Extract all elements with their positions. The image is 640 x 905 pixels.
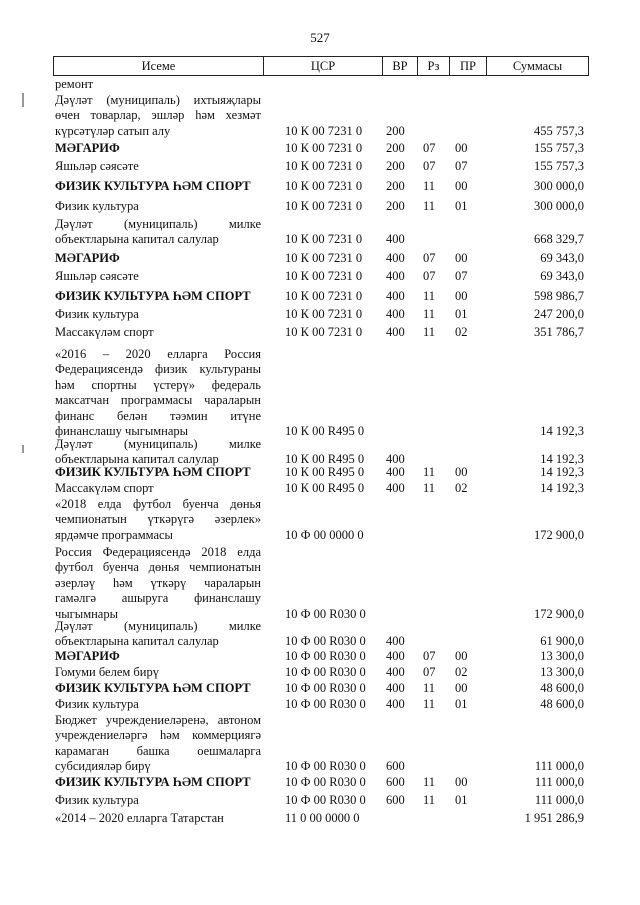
row-name bbox=[55, 93, 261, 139]
row-pr: 00 bbox=[455, 251, 468, 265]
row-rz: 07 bbox=[423, 665, 436, 679]
row-vr: 400 bbox=[386, 634, 405, 649]
row-vr: 200 bbox=[386, 141, 405, 155]
row-pr: 02 bbox=[455, 665, 468, 679]
row-rz: 11 bbox=[423, 775, 436, 789]
row-pr: 00 bbox=[455, 465, 468, 479]
header-sum: Суммасы bbox=[486, 57, 588, 75]
row-sum: 455 757,3 bbox=[534, 123, 584, 138]
row-csr: 10 К 00 7231 0 bbox=[285, 251, 363, 265]
row-sum: 69 343,0 bbox=[540, 269, 584, 283]
row-name-line: һәм спортны үстерү» федераль bbox=[55, 377, 261, 392]
page-number: 527 bbox=[310, 30, 330, 45]
row-name bbox=[55, 217, 261, 248]
row-csr: 10 Ф 00 R030 0 bbox=[285, 649, 366, 663]
row-name bbox=[55, 289, 261, 304]
row-csr: 10 К 00 R495 0 bbox=[285, 465, 365, 479]
row-rz: 11 bbox=[423, 481, 436, 495]
row-rz: 07 bbox=[423, 159, 436, 173]
row-name-line: субсидияләр бирү bbox=[55, 759, 151, 774]
row-sum: 111 000,0 bbox=[534, 793, 584, 807]
row-name-line: МӘГАРИФ bbox=[55, 649, 120, 663]
row-name bbox=[55, 497, 261, 543]
row-name-line: футбол буенча дөнья чемпионатын bbox=[55, 560, 261, 575]
row-name-line: Дәүләт (муниципаль) милке bbox=[55, 437, 261, 451]
row-name-line: әзерләү һәм үткәрү чараларын bbox=[55, 575, 261, 590]
row-pr: 01 bbox=[455, 199, 468, 213]
row-name bbox=[55, 269, 261, 284]
header-rz: Рз bbox=[417, 57, 449, 75]
row-csr: 10 К 00 R495 0 bbox=[285, 481, 365, 495]
row-csr: 10 Ф 00 R030 0 bbox=[285, 665, 366, 679]
row-rz: 07 bbox=[423, 649, 436, 663]
row-csr: 10 К 00 7231 0 bbox=[285, 179, 363, 193]
row-vr: 400 bbox=[386, 465, 405, 479]
row-name bbox=[55, 307, 261, 322]
row-sum: 14 192,3 bbox=[540, 424, 584, 438]
row-csr: 10 Ф 00 R030 0 bbox=[285, 697, 366, 711]
row-csr: 10 К 00 7231 0 bbox=[285, 123, 363, 138]
row-name bbox=[55, 77, 261, 92]
row-name bbox=[55, 437, 261, 468]
row-vr: 400 bbox=[386, 481, 405, 495]
row-pr: 00 bbox=[455, 179, 468, 193]
row-vr: 400 bbox=[386, 269, 405, 283]
row-name-line: өчен товарлар, эшләр һәм хезмәт bbox=[55, 108, 261, 123]
row-name-line: ФИЗИК КУЛЬТУРА ҺӘМ СПОРТ bbox=[55, 289, 251, 303]
row-name-line: финанслашу чыгымнары bbox=[55, 424, 189, 439]
row-sum: 668 329,7 bbox=[534, 232, 584, 247]
row-name-line: Физик культура bbox=[55, 199, 139, 213]
row-csr: 10 К 00 7231 0 bbox=[285, 199, 363, 213]
row-name-line: Массакүләм спорт bbox=[55, 481, 154, 495]
row-name-line: Массакүләм спорт bbox=[55, 325, 154, 339]
row-name-line: ФИЗИК КУЛЬТУРА ҺӘМ СПОРТ bbox=[55, 775, 251, 789]
row-csr: 10 К 00 7231 0 bbox=[285, 289, 363, 303]
row-vr: 200 bbox=[386, 179, 405, 193]
row-name-line: МӘГАРИФ bbox=[55, 141, 120, 155]
row-pr: 00 bbox=[455, 649, 468, 663]
scan-mark bbox=[22, 445, 24, 453]
row-sum: 300 000,0 bbox=[534, 179, 584, 193]
row-csr: 10 К 00 7231 0 bbox=[285, 232, 363, 247]
row-vr: 400 bbox=[386, 289, 405, 303]
row-vr: 400 bbox=[386, 681, 405, 695]
row-vr: 200 bbox=[386, 123, 405, 138]
row-name-line: Россия Федерациясендә 2018 елда bbox=[55, 545, 261, 559]
row-name bbox=[55, 159, 261, 174]
row-sum: 61 900,0 bbox=[540, 634, 584, 649]
row-csr: 10 К 00 7231 0 bbox=[285, 159, 363, 173]
row-sum: 155 757,3 bbox=[534, 159, 584, 173]
row-sum: 69 343,0 bbox=[540, 251, 584, 265]
row-pr: 02 bbox=[455, 325, 468, 339]
row-name-line: Бюджет учреждениеләренә, автоном bbox=[55, 713, 261, 727]
row-csr: 10 К 00 7231 0 bbox=[285, 141, 363, 155]
row-name-line: МӘГАРИФ bbox=[55, 251, 120, 265]
row-csr: 10 Ф 00 R030 0 bbox=[285, 606, 366, 621]
row-sum: 48 600,0 bbox=[540, 681, 584, 695]
row-sum: 172 900,0 bbox=[534, 527, 584, 542]
row-pr: 01 bbox=[455, 697, 468, 711]
row-name-line: Яшьләр сәясәте bbox=[55, 159, 139, 173]
row-csr: 10 К 00 R495 0 bbox=[285, 452, 365, 467]
table-header bbox=[53, 56, 589, 76]
row-pr: 07 bbox=[455, 159, 468, 173]
row-rz: 11 bbox=[423, 793, 436, 807]
row-csr: 10 Ф 00 R030 0 bbox=[285, 681, 366, 695]
row-vr: 400 bbox=[386, 232, 405, 247]
row-pr: 00 bbox=[455, 289, 468, 303]
row-vr: 400 bbox=[386, 665, 405, 679]
header-name: Исеме bbox=[53, 57, 263, 75]
row-csr: 10 К 00 7231 0 bbox=[285, 307, 363, 321]
row-rz: 11 bbox=[423, 325, 436, 339]
row-sum: 172 900,0 bbox=[534, 606, 584, 621]
row-name bbox=[55, 681, 261, 696]
row-name-line: объектларына капитал салулар bbox=[55, 634, 219, 649]
row-name-line: Физик культура bbox=[55, 697, 139, 711]
row-csr: 10 К 00 7231 0 bbox=[285, 325, 363, 339]
row-csr: 10 Ф 00 R030 0 bbox=[285, 634, 366, 649]
row-name-line: ФИЗИК КУЛЬТУРА ҺӘМ СПОРТ bbox=[55, 681, 251, 695]
row-vr: 600 bbox=[386, 775, 405, 789]
row-rz: 11 bbox=[423, 307, 436, 321]
row-name-line: Яшьләр сәясәте bbox=[55, 269, 139, 283]
row-name bbox=[55, 347, 261, 439]
row-sum: 48 600,0 bbox=[540, 697, 584, 711]
row-name bbox=[55, 665, 261, 680]
row-vr: 400 bbox=[386, 697, 405, 711]
row-name-line: күрсәтүләр сатып алу bbox=[55, 123, 171, 138]
row-name-line: Физик культура bbox=[55, 793, 139, 807]
row-csr: 10 Ф 00 R030 0 bbox=[285, 793, 366, 807]
row-sum: 111 000,0 bbox=[534, 759, 584, 774]
row-name-line: объектларына капитал салулар bbox=[55, 232, 219, 247]
row-name-line: ФИЗИК КУЛЬТУРА ҺӘМ СПОРТ bbox=[55, 465, 251, 479]
header-vr: ВР bbox=[382, 57, 417, 75]
row-sum: 14 192,3 bbox=[540, 452, 584, 467]
row-name bbox=[55, 465, 261, 480]
row-rz: 11 bbox=[423, 289, 436, 303]
row-vr: 400 bbox=[386, 452, 405, 467]
row-name bbox=[55, 481, 261, 496]
row-sum: 111 000,0 bbox=[534, 775, 584, 789]
header-pr: ПР bbox=[449, 57, 486, 75]
row-name bbox=[55, 811, 261, 826]
row-name bbox=[55, 619, 261, 650]
row-vr: 400 bbox=[386, 649, 405, 663]
row-sum: 300 000,0 bbox=[534, 199, 584, 213]
row-name-line: чемпионатын үткәрүгә әзерлек» bbox=[55, 512, 261, 527]
row-csr: 11 0 00 0000 0 bbox=[285, 811, 360, 825]
row-name bbox=[55, 697, 261, 712]
row-name bbox=[55, 325, 261, 340]
row-rz: 07 bbox=[423, 141, 436, 155]
row-csr: 10 Ф 00 R030 0 bbox=[285, 759, 366, 774]
row-rz: 11 bbox=[423, 681, 436, 695]
row-name-line: чыгымнары bbox=[55, 606, 119, 621]
row-name bbox=[55, 179, 261, 194]
row-name-line: Дәүләт (муниципаль) милке bbox=[55, 217, 261, 231]
row-name-line: максатчан программасы чараларын bbox=[55, 393, 261, 408]
row-csr: 10 Ф 00 0000 0 bbox=[285, 527, 364, 542]
row-name-line: Гомуми белем бирү bbox=[55, 665, 159, 679]
row-name-line: ремонт bbox=[55, 77, 94, 91]
row-pr: 01 bbox=[455, 793, 468, 807]
row-rz: 07 bbox=[423, 251, 436, 265]
row-vr: 200 bbox=[386, 159, 405, 173]
row-csr: 10 К 00 7231 0 bbox=[285, 269, 363, 283]
row-pr: 00 bbox=[455, 681, 468, 695]
row-vr: 400 bbox=[386, 251, 405, 265]
row-pr: 00 bbox=[455, 141, 468, 155]
row-name bbox=[55, 199, 261, 214]
row-name-line: «2016 – 2020 елларга Россия bbox=[55, 347, 261, 361]
row-sum: 247 200,0 bbox=[534, 307, 584, 321]
row-rz: 11 bbox=[423, 697, 436, 711]
row-name-line: объектларына капитал салулар bbox=[55, 452, 219, 467]
row-vr: 200 bbox=[386, 199, 405, 213]
row-name bbox=[55, 649, 261, 664]
row-name-line: финанс белән тәэмин итүне bbox=[55, 408, 261, 423]
row-csr: 10 К 00 R495 0 bbox=[285, 424, 365, 438]
row-rz: 11 bbox=[423, 179, 436, 193]
row-name-line: Дәүләт (муниципаль) милке bbox=[55, 619, 261, 633]
row-name-line: Физик культура bbox=[55, 307, 139, 321]
row-sum: 351 786,7 bbox=[534, 325, 584, 339]
row-rz: 07 bbox=[423, 269, 436, 283]
row-rz: 11 bbox=[423, 199, 436, 213]
row-vr: 600 bbox=[386, 759, 405, 774]
row-sum: 13 300,0 bbox=[540, 649, 584, 663]
row-name bbox=[55, 545, 261, 622]
scan-mark bbox=[22, 93, 24, 107]
row-sum: 155 757,3 bbox=[534, 141, 584, 155]
row-pr: 00 bbox=[455, 775, 468, 789]
row-name bbox=[55, 141, 261, 156]
row-name bbox=[55, 775, 261, 790]
row-name-line: ярдәмче программасы bbox=[55, 527, 173, 542]
row-name-line: «2018 елда футбол буенча дөнья bbox=[55, 497, 261, 511]
row-sum: 13 300,0 bbox=[540, 665, 584, 679]
row-name-line: «2014 – 2020 елларга Татарстан bbox=[55, 811, 224, 825]
row-name-line: гамәлгә ашыруга финанслашу bbox=[55, 591, 261, 606]
row-vr: 400 bbox=[386, 325, 405, 339]
row-name bbox=[55, 713, 261, 775]
row-sum: 598 986,7 bbox=[534, 289, 584, 303]
row-name bbox=[55, 793, 261, 808]
row-name bbox=[55, 251, 261, 266]
row-pr: 02 bbox=[455, 481, 468, 495]
row-sum: 1 951 286,9 bbox=[524, 811, 584, 825]
row-name-line: карамаган башка оешмаларга bbox=[55, 743, 261, 758]
row-sum: 14 192,3 bbox=[540, 465, 584, 479]
row-name-line: учреждениеләргә һәм коммерциягә bbox=[55, 728, 261, 743]
row-rz: 11 bbox=[423, 465, 436, 479]
row-pr: 01 bbox=[455, 307, 468, 321]
row-sum: 14 192,3 bbox=[540, 481, 584, 495]
row-name-line: Дәүләт (муниципаль) ихтыяҗлары bbox=[55, 93, 261, 107]
row-csr: 10 Ф 00 R030 0 bbox=[285, 775, 366, 789]
row-vr: 600 bbox=[386, 793, 405, 807]
row-name-line: ФИЗИК КУЛЬТУРА ҺӘМ СПОРТ bbox=[55, 179, 251, 193]
row-name-line: Федерациясендә физик культураны bbox=[55, 362, 261, 377]
header-csr: ЦСР bbox=[263, 57, 382, 75]
row-vr: 400 bbox=[386, 307, 405, 321]
row-pr: 07 bbox=[455, 269, 468, 283]
